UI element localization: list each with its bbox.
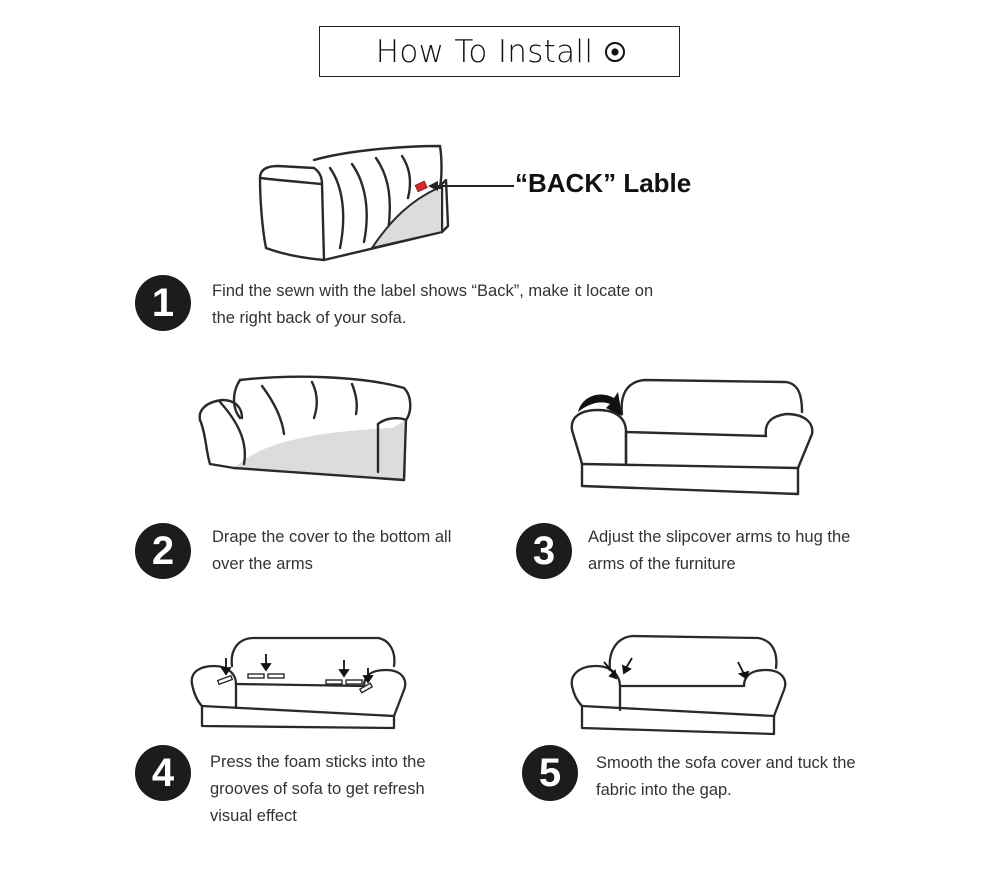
page-title: How To Install	[375, 33, 594, 70]
step-4-text: Press the foam sticks into the grooves of sofa to get refresh visual effect	[210, 753, 426, 825]
sofa-arm-adjust-illustration	[566, 372, 818, 502]
back-label-tag	[415, 181, 427, 192]
step-3-number: 3	[516, 523, 572, 579]
sofa-back-label-illustration	[252, 138, 522, 270]
draped-sofa-illustration	[192, 372, 424, 488]
step-2-text: Drape the cover to the bottom all over the arms	[212, 528, 452, 573]
foam-sticks-illustration	[188, 632, 410, 732]
step-4-number: 4	[135, 745, 191, 801]
play-circle-icon[interactable]	[603, 40, 627, 64]
step-2-number: 2	[135, 523, 191, 579]
back-label-callout: “BACK” Lable	[515, 168, 692, 198]
step-1-number: 1	[135, 275, 191, 331]
step-5-number: 5	[522, 745, 578, 801]
smooth-cover-illustration	[568, 632, 790, 742]
step-1-text: Find the sewn with the label shows “Back”, make it locate on the right back of your sofa.	[212, 282, 654, 327]
title-box	[319, 26, 680, 77]
step-5-text: Smooth the sofa cover and tuck the fabric into the gap.	[596, 754, 856, 799]
step-3-text: Adjust the slipcover arms to hug the arms of the furniture	[588, 528, 851, 573]
